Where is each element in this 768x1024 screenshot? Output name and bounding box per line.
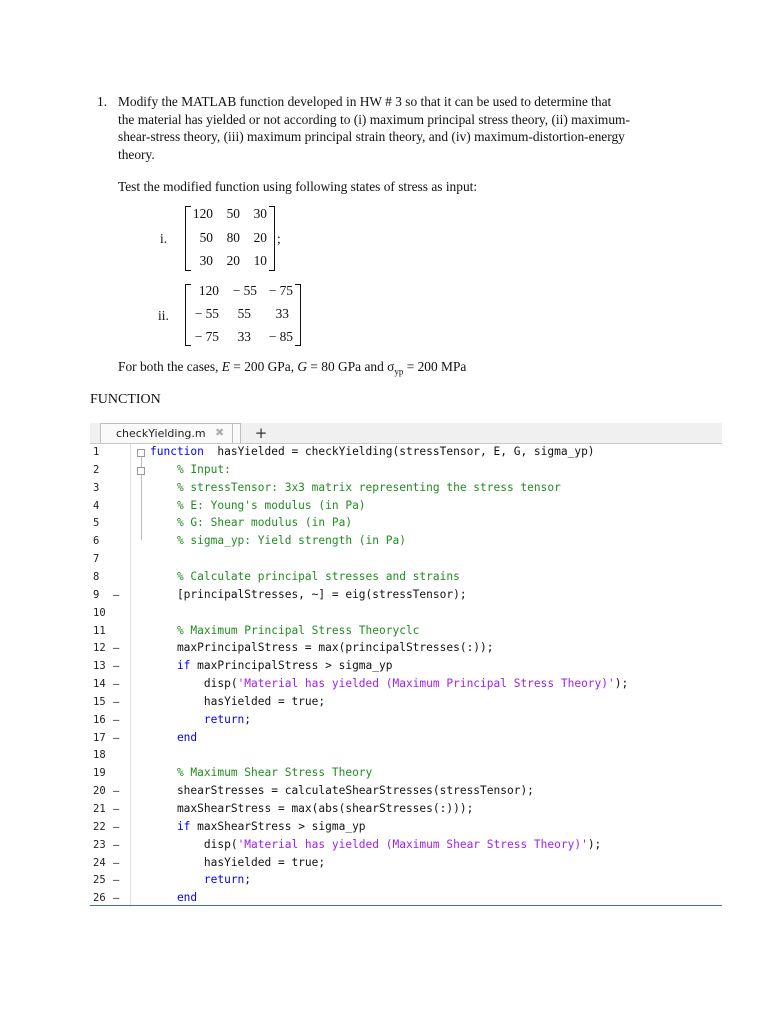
breakpoint-dash[interactable]: – [113, 838, 120, 851]
line-number [90, 803, 123, 815]
line-number-text: 2 [93, 463, 100, 476]
code-comment: % Input: [150, 462, 231, 476]
code-line[interactable] [150, 677, 628, 690]
code-comment: % Maximum Principal Stress Theoryclc [150, 623, 420, 637]
sigma-symbol: σ [387, 359, 395, 374]
code-keyword: if [150, 659, 191, 673]
code-keyword: end [150, 891, 198, 905]
matrix-cell: − 85 [268, 329, 293, 344]
code-text: maxPrincipalStress = max(principalStresses(:)); [150, 641, 494, 655]
code-line[interactable] [150, 873, 251, 886]
question-block [97, 93, 687, 163]
matrix-cell: − 55 [194, 306, 219, 321]
code-string: 'Material has yielded (Maximum Shear Stress Theory)' [237, 837, 588, 851]
line-number-text: 3 [93, 481, 100, 494]
case-2-label: ii. [158, 308, 169, 323]
shear-value: = 80 GPa and [307, 359, 388, 374]
breakpoint-dash[interactable]: – [113, 731, 120, 744]
code-line[interactable] [150, 802, 473, 815]
code-text: maxPrincipalStress > sigma_yp [190, 659, 393, 673]
breakpoint-dash[interactable]: – [113, 713, 120, 726]
code-line[interactable] [150, 534, 406, 547]
right-bracket [269, 206, 275, 271]
code-line[interactable] [150, 516, 352, 529]
stress-matrix-2 [185, 281, 305, 347]
line-number [90, 839, 123, 851]
matrix-cell: 80 [226, 230, 240, 245]
matrix-cell: 33 [275, 306, 289, 321]
code-line[interactable] [150, 838, 601, 851]
matrix-cell: 30 [199, 253, 213, 268]
line-number [90, 571, 123, 583]
code-comment: % stressTensor: 3x3 matrix representing the stress tensor [150, 480, 561, 494]
line-number-text: 16 [93, 713, 106, 726]
code-keyword: return [150, 712, 245, 726]
code-line[interactable] [150, 641, 494, 654]
tab-label: checkYielding.m [116, 427, 206, 440]
code-text: maxShearStress > sigma_yp [190, 819, 366, 833]
right-bracket [295, 284, 301, 346]
line-number-text: 19 [93, 767, 106, 780]
code-text: ); [614, 677, 629, 691]
code-line[interactable] [150, 695, 325, 708]
code-text: hasYielded = true; [150, 855, 326, 869]
stress-matrix-1 [185, 203, 285, 271]
case-1-label: i. [160, 231, 168, 246]
matrix-cell: 20 [253, 230, 267, 245]
code-text: maxShearStress = max(abs(shearStresses(:))); [150, 802, 474, 815]
line-number [90, 446, 123, 458]
sigma-subscript: yp [394, 366, 404, 377]
question-text [118, 93, 687, 163]
new-tab-plus-icon[interactable]: + [254, 424, 268, 442]
matrix-cell: 120 [198, 283, 219, 298]
line-number [90, 678, 123, 690]
code-text: hasYielded = true; [150, 694, 326, 708]
matrix-cell: 50 [199, 230, 213, 245]
line-number [90, 625, 123, 637]
code-line[interactable] [150, 731, 197, 744]
code-text: ; [244, 873, 252, 887]
matrix-cell: 30 [253, 206, 267, 221]
line-number-text: 21 [93, 803, 106, 815]
code-text: shearStresses = calculateShearStresses(stressTensor); [150, 784, 534, 798]
line-number-text: 23 [93, 838, 106, 851]
matrix-suffix: ; [277, 231, 281, 246]
matrix-cell: − 55 [232, 283, 257, 298]
line-number [90, 464, 123, 476]
line-number-text: 20 [93, 785, 106, 798]
line-number-text: 25 [93, 874, 106, 887]
code-text: [principalStresses, ~] = eig(stressTensor); [150, 587, 467, 601]
code-line[interactable] [150, 820, 366, 833]
matrix-cell: 55 [237, 306, 251, 321]
line-number-text: 4 [93, 499, 100, 512]
tab-separator [232, 424, 233, 443]
fold-guide [141, 475, 142, 540]
line-number [90, 821, 123, 833]
code-keyword: return [150, 873, 245, 887]
code-line[interactable] [150, 659, 393, 672]
youngs-symbol: E [221, 359, 230, 374]
code-line[interactable] [150, 499, 366, 512]
line-number-text: 22 [93, 820, 106, 833]
line-number-text: 12 [93, 642, 106, 655]
matrix-cell: 50 [226, 206, 240, 221]
line-number-text: 17 [93, 731, 106, 744]
breakpoint-dash[interactable]: – [113, 785, 120, 798]
line-number-text: 8 [93, 570, 100, 583]
matrix-cell: − 75 [194, 329, 219, 344]
props-prefix: For both the cases, [118, 359, 222, 374]
editor-bottom-border [90, 905, 722, 906]
line-number-text: 1 [93, 446, 100, 458]
line-number-text: 9 [93, 588, 100, 601]
tab-checkyielding[interactable] [100, 423, 268, 443]
line-number-text: 7 [93, 553, 100, 566]
test-instruction: Test the modified function using following states of stress as input: [118, 179, 478, 194]
line-number [90, 500, 123, 512]
line-number [90, 482, 123, 494]
question-number: 1. [97, 94, 108, 109]
breakpoint-dash[interactable]: – [113, 678, 120, 691]
breakpoint-dash[interactable]: – [113, 820, 120, 833]
code-line[interactable] [150, 766, 372, 779]
line-number [90, 714, 123, 726]
material-properties [118, 359, 466, 377]
line-number-text: 26 [93, 892, 106, 905]
breakpoint-dash[interactable]: – [113, 892, 120, 905]
code-line[interactable] [150, 463, 231, 476]
code-text: hasYielded = checkYielding(stressTensor, E, G, sigma_yp) [203, 445, 595, 458]
line-number [90, 553, 123, 565]
code-keyword: function [150, 445, 204, 458]
matrix-cell: − 75 [268, 283, 293, 298]
matrix-cell: 120 [192, 206, 213, 221]
code-comment: % E: Young's modulus (in Pa) [150, 498, 366, 512]
line-number-text: 18 [93, 749, 106, 762]
matrix-cell: 33 [237, 329, 251, 344]
line-number [90, 517, 123, 529]
code-line[interactable] [150, 481, 561, 494]
code-text: ); [587, 837, 602, 851]
breakpoint-dash[interactable]: – [113, 642, 120, 655]
code-comment: % G: Shear modulus (in Pa) [150, 516, 353, 530]
line-number [90, 589, 123, 601]
line-number [90, 785, 123, 797]
code-editor [90, 423, 722, 907]
code-comment: % Calculate principal stresses and strains [150, 569, 460, 583]
code-comment: % sigma_yp: Yield strength (in Pa) [150, 534, 406, 548]
fold-toggle-icon[interactable] [137, 467, 145, 475]
line-number [90, 535, 123, 547]
code-line[interactable] [150, 713, 251, 726]
line-number-text: 10 [93, 606, 106, 619]
question-line: shear-stress theory, (iii) maximum principal strain theory, and (iv) maximum-distortion-energy [118, 129, 625, 144]
breakpoint-dash[interactable]: – [113, 695, 120, 708]
tab-bar [90, 423, 722, 444]
code-string: 'Material has yielded (Maximum Principal Stress Theory)' [237, 677, 615, 691]
breakpoint-dash[interactable]: – [113, 803, 120, 815]
youngs-value: = 200 GPa, [229, 359, 298, 374]
line-number [90, 732, 123, 744]
line-number [90, 874, 123, 886]
code-keyword: end [150, 730, 198, 744]
question-line: theory. [118, 146, 155, 162]
code-line[interactable] [150, 588, 467, 601]
close-icon[interactable]: ✖ [215, 426, 225, 439]
line-number [90, 660, 123, 672]
line-number-text: 13 [93, 660, 106, 673]
line-number-text: 11 [93, 624, 106, 637]
line-number [90, 749, 123, 761]
breakpoint-dash[interactable]: – [113, 660, 120, 673]
code-keyword: if [150, 819, 191, 833]
line-number-text: 15 [93, 695, 106, 708]
code-line[interactable] [150, 856, 325, 869]
code-line[interactable] [150, 570, 460, 583]
code-line[interactable] [150, 445, 595, 458]
line-number-text: 24 [93, 856, 106, 869]
line-number [90, 892, 123, 904]
fold-guide [141, 457, 142, 467]
line-number [90, 642, 123, 654]
line-number-gutter [90, 444, 131, 907]
line-number-text: 14 [93, 678, 106, 691]
code-text: disp( [150, 677, 238, 691]
shear-symbol: G [297, 359, 308, 374]
code-line[interactable] [150, 624, 419, 637]
line-number-text: 6 [93, 535, 100, 548]
matrix-cell: 20 [226, 253, 240, 268]
matrix-cell: 10 [253, 253, 267, 268]
code-text: ; [244, 712, 252, 726]
line-number [90, 607, 123, 619]
code-text: disp( [150, 837, 238, 851]
breakpoint-dash[interactable]: – [113, 856, 120, 869]
line-number-text: 5 [93, 517, 100, 530]
breakpoint-dash[interactable]: – [113, 588, 120, 601]
question-line: the material has yielded or not according to (i) maximum principal stress theory, (ii) maximum- [118, 111, 630, 127]
code-line[interactable] [150, 784, 534, 797]
fold-toggle-icon[interactable] [137, 449, 145, 457]
question-line: Modify the MATLAB function developed in HW # 3 so that it can be used to determine that [118, 94, 612, 109]
code-line[interactable] [150, 891, 197, 904]
code-comment: % Maximum Shear Stress Theory [150, 766, 373, 780]
section-title: FUNCTION [90, 392, 161, 407]
line-number [90, 857, 123, 869]
breakpoint-dash[interactable]: – [113, 874, 120, 887]
line-number [90, 767, 123, 779]
sigma-value: = 200 MPa [403, 359, 467, 374]
line-number [90, 696, 123, 708]
